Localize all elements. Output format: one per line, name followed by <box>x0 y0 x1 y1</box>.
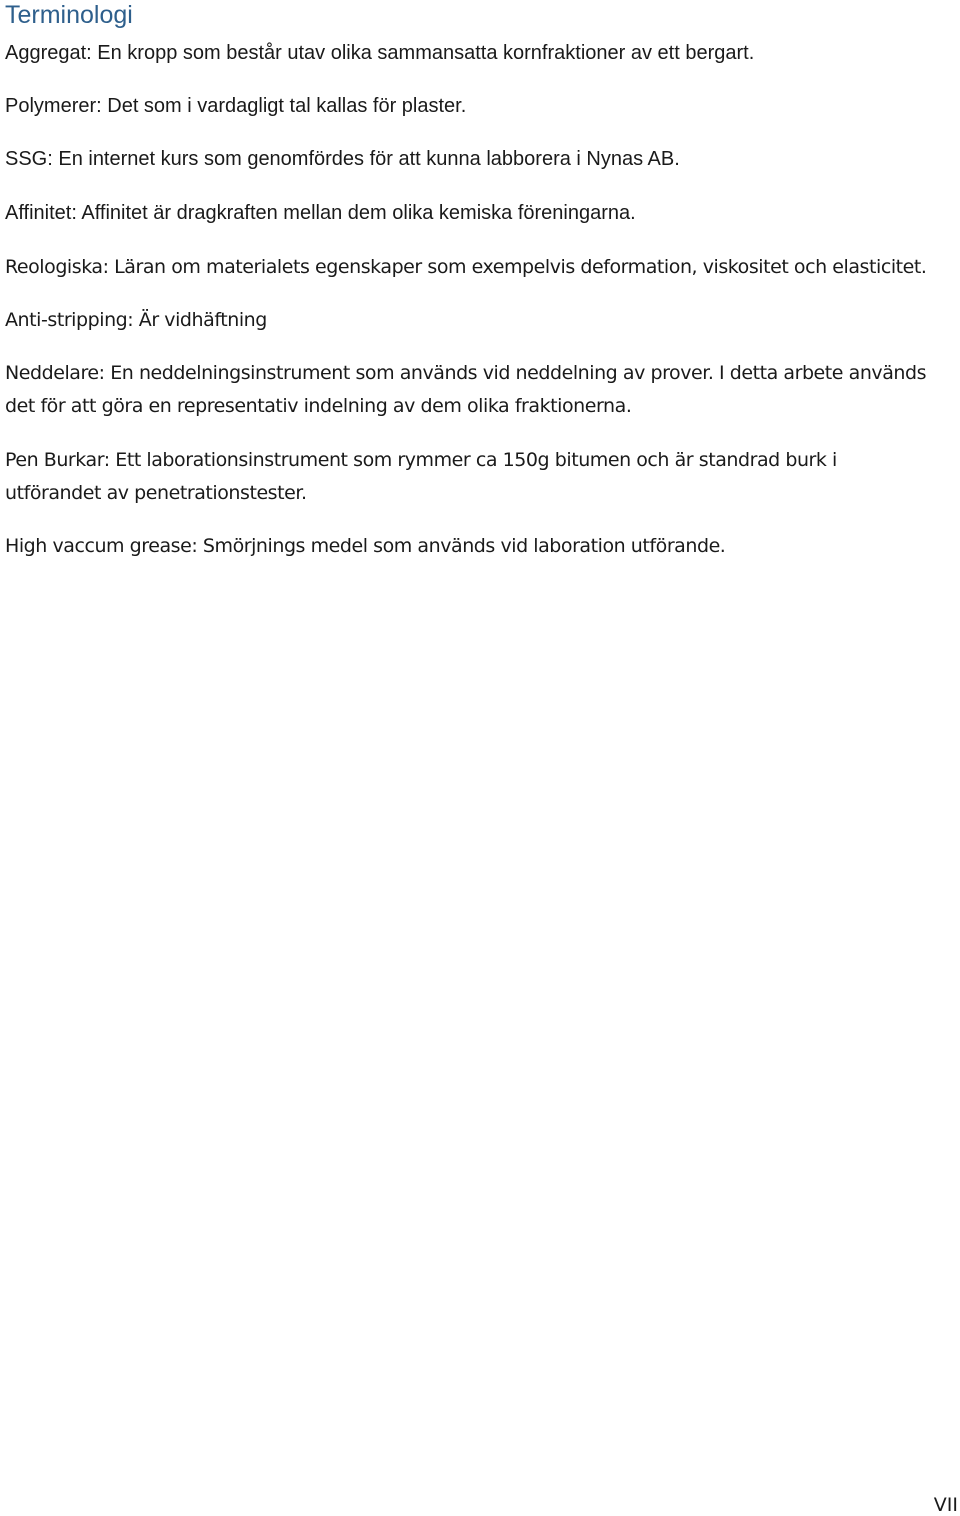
definition-pen-burkar-line-2: utförandet av penetrationstester. <box>5 482 307 504</box>
definition-reologiska: Reologiska: Läran om materialets egenskaper som exempelvis deformation, viskositet och elasticitet. <box>5 256 927 278</box>
definition-affinitet: Affinitet: Affinitet är dragkraften mellan dem olika kemiska föreningarna. <box>5 202 636 224</box>
definition-neddelare-line-2: det för att göra en representativ indelning av dem olika fraktionerna. <box>5 395 632 417</box>
definition-anti-stripping: Anti-stripping: Är vidhäftning <box>5 309 267 331</box>
definition-ssg: SSG: En internet kurs som genomfördes för att kunna labborera i Nynas AB. <box>5 148 680 170</box>
page-title: Terminologi <box>5 1 133 29</box>
definition-high-vaccum-grease: High vaccum grease: Smörjnings medel som används vid laboration utförande. <box>5 535 726 557</box>
page-number: VII <box>933 1494 958 1516</box>
definition-polymerer: Polymerer: Det som i vardagligt tal kallas för plaster. <box>5 95 467 117</box>
definition-aggregat: Aggregat: En kropp som består utav olika sammansatta kornfraktioner av ett bergart. <box>5 42 755 64</box>
definition-pen-burkar-line-1: Pen Burkar: Ett laborationsinstrument som rymmer ca 150g bitumen och är standrad burk i <box>5 449 837 471</box>
definition-neddelare-line-1: Neddelare: En neddelningsinstrument som används vid neddelning av prover. I detta arbete används <box>5 362 927 384</box>
